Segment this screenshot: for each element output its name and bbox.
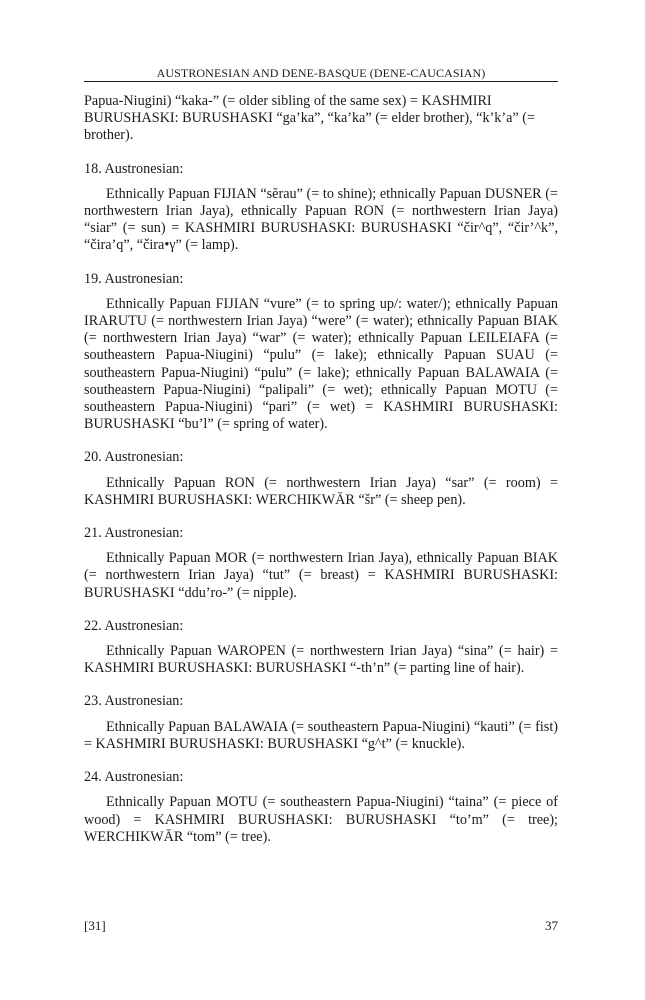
footer-marker: [31]	[84, 918, 106, 933]
entry-18	[84, 161, 558, 255]
intro-paragraph: Papua-Niugini) “kaka-” (= older sibling of the same sex) = KASHMIRI BURUSHASKI: BURUSHASKI “ga’ka”, “ka’ka” (= elder brother), “k’k’a” (= brother).	[84, 93, 535, 144]
entry-label: 23. Austronesian:	[84, 693, 184, 710]
entry-text: Ethnically Papuan MOR (= northwestern Irian Jaya), ethnically Papuan BIAK (= northwestern Irian Jaya) “tut” (= breast) = KASHMIRI BURUSHASKI: BURUSHASKI “ddu’ro-” (= nipple).	[84, 550, 558, 601]
page-body	[84, 93, 558, 846]
entry-label: 19. Austronesian:	[84, 270, 184, 287]
entry-label: 18. Austronesian:	[84, 160, 184, 177]
running-header: AUSTRONESIAN AND DENE-BASQUE (DENE-CAUCASIAN)	[156, 66, 486, 80]
entry-text: Ethnically Papuan BALAWAIA (= southeastern Papua-Niugini) “kauti” (= fist) = KASHMIRI BURUSHASKI: BURUSHASKI “g^t” (= knuckle).	[84, 718, 558, 752]
entry-23	[84, 693, 558, 753]
page-number: 37	[545, 918, 558, 933]
entry-24	[84, 769, 558, 846]
entry-20	[84, 449, 558, 509]
entry-label: 22. Austronesian:	[84, 617, 184, 634]
entry-19	[84, 271, 558, 434]
entry-text: Ethnically Papuan FIJIAN “vure” (= to spring up/: water/); ethnically Papuan IRARUTU (= northwestern Irian Jaya) “were” (= water); ethnically Papuan BIAK (= northwestern Irian Jaya) “war” (= water); ethnically Papuan LEILEIAFA (= southeastern Papua-Niugini) “pulu” (= lake); ethnically Papuan SUAU (= southeastern Papua-Niugini) “pulu” (= lake); ethnically Papuan BALAWAIA (= southeastern Papua-Niugini) “palipali” (= wet); ethnically Papuan MOTU (= southeastern Papua-Niugini) “pari” (= wet) = KASHMIRI BURUSHASKI: BURUSHASKI “bu’l” (= spring of water).	[84, 295, 558, 433]
entry-text: Ethnically Papuan RON (= northwestern Irian Jaya) “sar” (= room) = KASHMIRI BURUSHASKI: WERCHIKWĀR “šr” (= sheep pen).	[84, 474, 558, 508]
entry-21	[84, 525, 558, 602]
entry-label: 20. Austronesian:	[84, 449, 184, 466]
entry-label: 24. Austronesian:	[84, 769, 184, 786]
entry-text: Ethnically Papuan MOTU (= southeastern Papua-Niugini) “taina” (= piece of wood) = KASHMIRI BURUSHASKI: BURUSHASKI “to’m” (= tree); WERCHIKWĀR “tom” (= tree).	[84, 794, 558, 845]
entry-text: Ethnically Papuan FIJIAN “sĕrau” (= to shine); ethnically Papuan DUSNER (= northwestern Irian Jaya), ethnically Papuan RON (= northwestern Irian Jaya) “siar” (= sun) = KASHMIRI BURUSHASKI: BURUSHASKI “čir^q”, “čir’^k”, “čira’q”, “čira•γ” (= lamp).	[84, 185, 558, 254]
header-rule	[84, 81, 558, 82]
entry-label: 21. Austronesian:	[84, 525, 184, 542]
entry-22	[84, 618, 558, 678]
entry-text: Ethnically Papuan WAROPEN (= northwestern Irian Jaya) “sina” (= hair) = KASHMIRI BURUSHASKI: BURUSHASKI “-th’n” (= parting line of hair).	[84, 643, 558, 677]
